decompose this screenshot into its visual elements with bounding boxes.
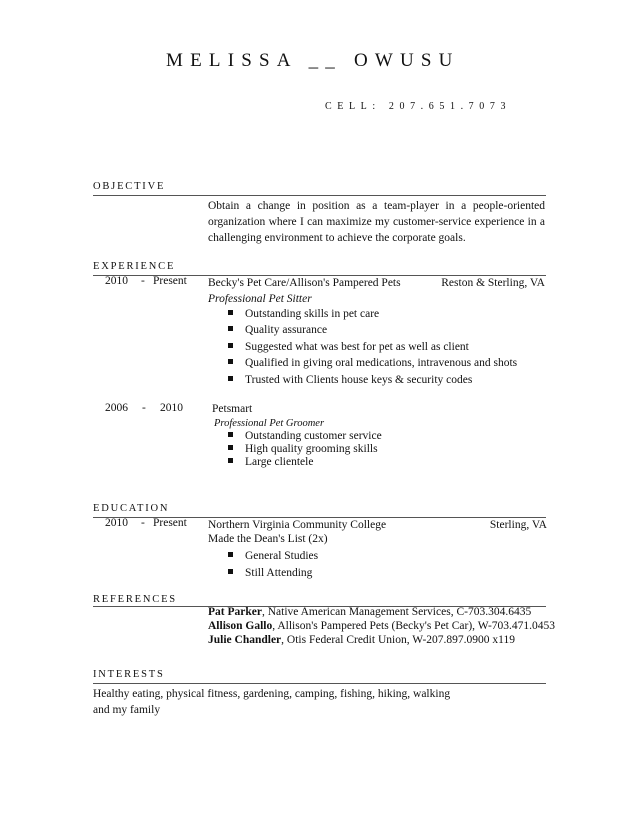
list-item: Outstanding customer service	[228, 430, 382, 442]
bullet-icon	[228, 445, 233, 450]
cell-phone: CELL: 207.651.7073	[325, 101, 512, 112]
education-start: 2010	[105, 517, 128, 529]
section-title-education: EDUCATION	[93, 503, 170, 514]
applicant-name: MELISSA __ OWUSU	[166, 50, 460, 71]
bullet-icon	[228, 552, 233, 557]
bullet-icon	[228, 343, 233, 348]
section-title-interests: INTERESTS	[93, 669, 165, 680]
reference-item: Julie Chandler, Otis Federal Credit Union, W-207.897.0900 x119	[208, 634, 515, 646]
bullet-icon	[228, 569, 233, 574]
education-note: Made the Dean's List (2x)	[208, 533, 328, 545]
bullet-icon	[228, 310, 233, 315]
reference-name: Allison Gallo	[208, 620, 273, 632]
job-1-start: 2010	[105, 275, 128, 287]
section-divider	[93, 195, 546, 196]
list-item: Outstanding skills in pet care	[228, 308, 379, 320]
job-2-dash: -	[142, 402, 146, 414]
section-title-objective: OBJECTIVE	[93, 181, 166, 192]
bullet-icon	[228, 359, 233, 364]
list-item: General Studies	[228, 550, 318, 562]
list-item: Quality assurance	[228, 324, 327, 336]
section-divider	[93, 683, 546, 684]
interests-text: Healthy eating, physical fitness, gardening, camping, fishing, hiking, walking and my family	[93, 688, 451, 716]
bullet-icon	[228, 376, 233, 381]
education-end: Present	[153, 517, 187, 529]
education-dash: -	[141, 517, 145, 529]
reference-name: Julie Chandler	[208, 634, 282, 646]
job-1-end: Present	[153, 275, 187, 287]
list-item: High quality grooming skills	[228, 443, 378, 455]
job-2-employer: Petsmart	[212, 403, 253, 415]
section-title-references: REFERENCES	[93, 594, 177, 605]
job-1-employer: Becky's Pet Care/Allison's Pampered Pets	[208, 277, 401, 289]
list-item: Still Attending	[228, 567, 312, 579]
bullet-icon	[228, 458, 233, 463]
school-name: Northern Virginia Community College	[208, 519, 387, 531]
job-2-start: 2006	[105, 402, 128, 414]
list-item: Trusted with Clients house keys & security codes	[228, 374, 472, 386]
bullet-icon	[228, 432, 233, 437]
reference-name: Pat Parker	[208, 606, 262, 618]
bullet-icon	[228, 326, 233, 331]
job-1-location: Reston & Sterling, VA	[441, 277, 545, 289]
reference-item: Pat Parker, Native American Management Services, C-703.304.6435	[208, 606, 532, 618]
school-location: Sterling, VA	[489, 519, 547, 531]
job-1-role: Professional Pet Sitter	[208, 293, 312, 305]
list-item: Suggested what was best for pet as well as client	[228, 341, 469, 353]
list-item: Qualified in giving oral medications, intravenous and shots	[228, 357, 517, 369]
job-2-end: 2010	[160, 402, 183, 414]
reference-item: Allison Gallo, Allison's Pampered Pets (Becky's Pet Car), W-703.471.0453	[208, 620, 556, 632]
job-1-dash: -	[141, 275, 145, 287]
list-item: Large clientele	[228, 456, 313, 468]
objective-text: Obtain a change in position as a team-player in a people-oriented organization where I can maximize my customer-service experience in a challenging environment to achieve the corporate goals.	[208, 200, 545, 244]
job-2-role: Professional Pet Groomer	[214, 418, 325, 429]
section-title-experience: EXPERIENCE	[93, 261, 176, 272]
